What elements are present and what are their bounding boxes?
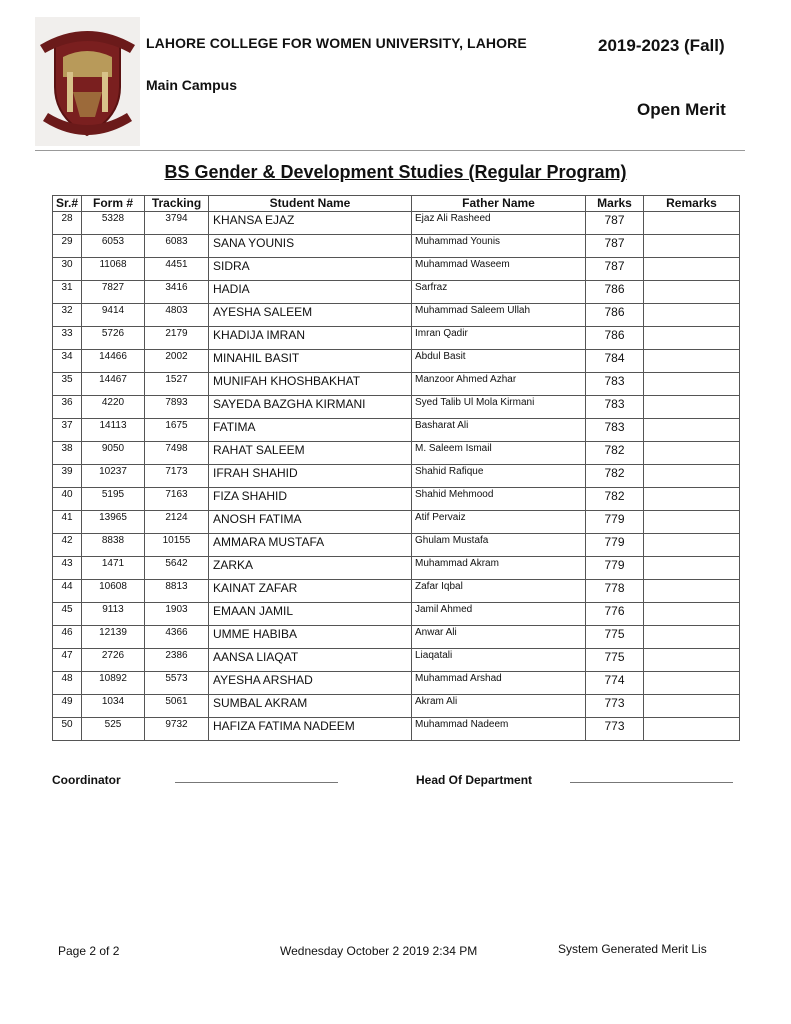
sr-cell: 47	[53, 649, 82, 672]
student-name-cell: SIDRA	[209, 258, 412, 281]
form-number-cell: 9414	[82, 304, 145, 327]
form-number-cell: 14467	[82, 373, 145, 396]
table-row	[53, 373, 740, 396]
father-name-cell: Shahid Mehmood	[412, 488, 586, 511]
remarks-cell	[644, 695, 740, 718]
sr-cell: 37	[53, 419, 82, 442]
father-name-cell: Ejaz Ali Rasheed	[412, 212, 586, 235]
student-name-cell: AYESHA SALEEM	[209, 304, 412, 327]
student-name-cell: RAHAT SALEEM	[209, 442, 412, 465]
marks-cell: 787	[586, 258, 644, 281]
form-number-cell: 525	[82, 718, 145, 741]
university-name: LAHORE COLLEGE FOR WOMEN UNIVERSITY, LAHORE	[146, 35, 527, 51]
student-name-cell: SAYEDA BAZGHA KIRMANI	[209, 396, 412, 419]
student-name-cell: SANA YOUNIS	[209, 235, 412, 258]
col-header-marks: Marks	[586, 196, 644, 212]
table-row	[53, 465, 740, 488]
coordinator-label: Coordinator	[52, 773, 121, 787]
sr-cell: 42	[53, 534, 82, 557]
remarks-cell	[644, 488, 740, 511]
table-row	[53, 235, 740, 258]
merit-category: Open Merit	[637, 100, 726, 119]
remarks-cell	[644, 258, 740, 281]
sr-cell: 30	[53, 258, 82, 281]
tracking-cell: 8813	[145, 580, 209, 603]
remarks-cell	[644, 649, 740, 672]
student-name-cell: UMME HABIBA	[209, 626, 412, 649]
table-row	[53, 350, 740, 373]
father-name-cell: Liaqatali	[412, 649, 586, 672]
tracking-cell: 7893	[145, 396, 209, 419]
student-name-cell: ANOSH FATIMA	[209, 511, 412, 534]
table-row	[53, 626, 740, 649]
tracking-cell: 5573	[145, 672, 209, 695]
tracking-cell: 10155	[145, 534, 209, 557]
remarks-cell	[644, 235, 740, 258]
father-name-cell: Imran Qadir	[412, 327, 586, 350]
table-row	[53, 304, 740, 327]
father-name-cell: Sarfraz	[412, 281, 586, 304]
father-name-cell: Muhammad Saleem Ullah	[412, 304, 586, 327]
father-name-cell: Muhammad Waseem	[412, 258, 586, 281]
tracking-cell: 1527	[145, 373, 209, 396]
student-name-cell: KAINAT ZAFAR	[209, 580, 412, 603]
sr-cell: 35	[53, 373, 82, 396]
sr-cell: 34	[53, 350, 82, 373]
tracking-cell: 2002	[145, 350, 209, 373]
col-header-sr: Sr.#	[53, 196, 82, 212]
university-crest-icon	[35, 17, 140, 146]
session-label: 2019-2023 (Fall)	[598, 36, 725, 55]
col-header-remarks: Remarks	[644, 196, 740, 212]
sr-cell: 33	[53, 327, 82, 350]
remarks-cell	[644, 534, 740, 557]
table-header-row	[53, 196, 740, 212]
remarks-cell	[644, 626, 740, 649]
father-name-cell: Abdul Basit	[412, 350, 586, 373]
table-row	[53, 442, 740, 465]
remarks-cell	[644, 465, 740, 488]
father-name-cell: M. Saleem Ismail	[412, 442, 586, 465]
tracking-cell: 7173	[145, 465, 209, 488]
sr-cell: 32	[53, 304, 82, 327]
tracking-cell: 2179	[145, 327, 209, 350]
marks-cell: 779	[586, 511, 644, 534]
tracking-cell: 3416	[145, 281, 209, 304]
marks-cell: 786	[586, 327, 644, 350]
father-name-cell: Anwar Ali	[412, 626, 586, 649]
table-row	[53, 396, 740, 419]
tracking-cell: 9732	[145, 718, 209, 741]
remarks-cell	[644, 281, 740, 304]
father-name-cell: Syed Talib Ul Mola Kirmani	[412, 396, 586, 419]
student-name-cell: HADIA	[209, 281, 412, 304]
merit-list-table	[52, 195, 740, 741]
form-number-cell: 12139	[82, 626, 145, 649]
father-name-cell: Shahid Rafique	[412, 465, 586, 488]
table-row	[53, 511, 740, 534]
marks-cell: 774	[586, 672, 644, 695]
form-number-cell: 5726	[82, 327, 145, 350]
remarks-cell	[644, 419, 740, 442]
table-row	[53, 327, 740, 350]
col-header-form: Form #	[82, 196, 145, 212]
marks-cell: 782	[586, 488, 644, 511]
student-name-cell: EMAAN JAMIL	[209, 603, 412, 626]
marks-cell: 773	[586, 695, 644, 718]
marks-cell: 783	[586, 373, 644, 396]
father-name-cell: Manzoor Ahmed Azhar	[412, 373, 586, 396]
student-name-cell: AMMARA MUSTAFA	[209, 534, 412, 557]
marks-cell: 784	[586, 350, 644, 373]
col-header-tracking: Tracking	[145, 196, 209, 212]
remarks-cell	[644, 396, 740, 419]
remarks-cell	[644, 304, 740, 327]
father-name-cell: Muhammad Younis	[412, 235, 586, 258]
table-row	[53, 672, 740, 695]
father-name-cell: Atif Pervaiz	[412, 511, 586, 534]
remarks-cell	[644, 557, 740, 580]
student-name-cell: KHADIJA IMRAN	[209, 327, 412, 350]
form-number-cell: 13965	[82, 511, 145, 534]
sr-cell: 36	[53, 396, 82, 419]
sr-cell: 49	[53, 695, 82, 718]
sr-cell: 44	[53, 580, 82, 603]
col-header-student-name: Student Name	[209, 196, 412, 212]
table-row	[53, 718, 740, 741]
student-name-cell: AANSA LIAQAT	[209, 649, 412, 672]
form-number-cell: 5328	[82, 212, 145, 235]
sr-cell: 43	[53, 557, 82, 580]
table-row	[53, 649, 740, 672]
table-row	[53, 258, 740, 281]
form-number-cell: 2726	[82, 649, 145, 672]
marks-cell: 782	[586, 442, 644, 465]
remarks-cell	[644, 327, 740, 350]
marks-cell: 787	[586, 212, 644, 235]
form-number-cell: 10237	[82, 465, 145, 488]
table-row	[53, 212, 740, 235]
tracking-cell: 5061	[145, 695, 209, 718]
form-number-cell: 14113	[82, 419, 145, 442]
tracking-cell: 7498	[145, 442, 209, 465]
father-name-cell: Ghulam Mustafa	[412, 534, 586, 557]
marks-cell: 776	[586, 603, 644, 626]
table-row	[53, 557, 740, 580]
form-number-cell: 10892	[82, 672, 145, 695]
tracking-cell: 1903	[145, 603, 209, 626]
remarks-cell	[644, 350, 740, 373]
father-name-cell: Basharat Ali	[412, 419, 586, 442]
table-row	[53, 534, 740, 557]
sr-cell: 46	[53, 626, 82, 649]
marks-cell: 786	[586, 304, 644, 327]
form-number-cell: 5195	[82, 488, 145, 511]
table-row	[53, 603, 740, 626]
father-name-cell: Muhammad Arshad	[412, 672, 586, 695]
father-name-cell: Akram Ali	[412, 695, 586, 718]
sr-cell: 38	[53, 442, 82, 465]
marks-cell: 783	[586, 396, 644, 419]
tracking-cell: 4803	[145, 304, 209, 327]
sr-cell: 45	[53, 603, 82, 626]
marks-cell: 779	[586, 534, 644, 557]
father-name-cell: Jamil Ahmed	[412, 603, 586, 626]
student-name-cell: SUMBAL AKRAM	[209, 695, 412, 718]
tracking-cell: 1675	[145, 419, 209, 442]
form-number-cell: 9050	[82, 442, 145, 465]
head-signature-line	[570, 782, 733, 783]
form-number-cell: 8838	[82, 534, 145, 557]
student-name-cell: MINAHIL BASIT	[209, 350, 412, 373]
student-name-cell: MUNIFAH KHOSHBAKHAT	[209, 373, 412, 396]
marks-cell: 786	[586, 281, 644, 304]
form-number-cell: 14466	[82, 350, 145, 373]
form-number-cell: 4220	[82, 396, 145, 419]
generated-datetime: Wednesday October 2 2019 2:34 PM	[280, 944, 478, 958]
student-name-cell: ZARKA	[209, 557, 412, 580]
form-number-cell: 9113	[82, 603, 145, 626]
marks-cell: 775	[586, 649, 644, 672]
program-title-text: BS Gender & Development Studies (Regular Program)	[164, 162, 627, 182]
col-header-father-name: Father Name	[412, 196, 586, 212]
form-number-cell: 7827	[82, 281, 145, 304]
remarks-cell	[644, 603, 740, 626]
father-name-cell: Zafar Iqbal	[412, 580, 586, 603]
marks-cell: 783	[586, 419, 644, 442]
table-row	[53, 281, 740, 304]
coordinator-signature-line	[175, 782, 338, 783]
tracking-cell: 5642	[145, 557, 209, 580]
form-number-cell: 1471	[82, 557, 145, 580]
tracking-cell: 2386	[145, 649, 209, 672]
sr-cell: 31	[53, 281, 82, 304]
sr-cell: 50	[53, 718, 82, 741]
remarks-cell	[644, 718, 740, 741]
remarks-cell	[644, 672, 740, 695]
remarks-cell	[644, 580, 740, 603]
remarks-cell	[644, 511, 740, 534]
student-name-cell: HAFIZA FATIMA NADEEM	[209, 718, 412, 741]
tracking-cell: 4366	[145, 626, 209, 649]
sr-cell: 48	[53, 672, 82, 695]
table-row	[53, 695, 740, 718]
marks-cell: 779	[586, 557, 644, 580]
tracking-cell: 4451	[145, 258, 209, 281]
sr-cell: 29	[53, 235, 82, 258]
sr-cell: 41	[53, 511, 82, 534]
marks-cell: 773	[586, 718, 644, 741]
student-name-cell: AYESHA ARSHAD	[209, 672, 412, 695]
remarks-cell	[644, 373, 740, 396]
header-divider	[35, 150, 745, 151]
table-row	[53, 419, 740, 442]
form-number-cell: 1034	[82, 695, 145, 718]
marks-cell: 775	[586, 626, 644, 649]
remarks-cell	[644, 442, 740, 465]
student-name-cell: IFRAH SHAHID	[209, 465, 412, 488]
sr-cell: 40	[53, 488, 82, 511]
form-number-cell: 10608	[82, 580, 145, 603]
father-name-cell: Muhammad Akram	[412, 557, 586, 580]
marks-cell: 787	[586, 235, 644, 258]
table-row	[53, 580, 740, 603]
sr-cell: 28	[53, 212, 82, 235]
page-number: Page 2 of 2	[58, 944, 120, 958]
form-number-cell: 6053	[82, 235, 145, 258]
student-name-cell: FIZA SHAHID	[209, 488, 412, 511]
tracking-cell: 7163	[145, 488, 209, 511]
table-row	[53, 488, 740, 511]
remarks-cell	[644, 212, 740, 235]
sr-cell: 39	[53, 465, 82, 488]
father-name-cell: Muhammad Nadeem	[412, 718, 586, 741]
campus-label: Main Campus	[146, 77, 238, 93]
program-title	[0, 162, 791, 183]
tracking-cell: 3794	[145, 212, 209, 235]
marks-cell: 782	[586, 465, 644, 488]
student-name-cell: KHANSA EJAZ	[209, 212, 412, 235]
form-number-cell: 11068	[82, 258, 145, 281]
marks-cell: 778	[586, 580, 644, 603]
system-generated-note: System Generated Merit Lis	[558, 942, 707, 956]
tracking-cell: 6083	[145, 235, 209, 258]
student-name-cell: FATIMA	[209, 419, 412, 442]
head-of-department-label: Head Of Department	[416, 773, 533, 787]
tracking-cell: 2124	[145, 511, 209, 534]
